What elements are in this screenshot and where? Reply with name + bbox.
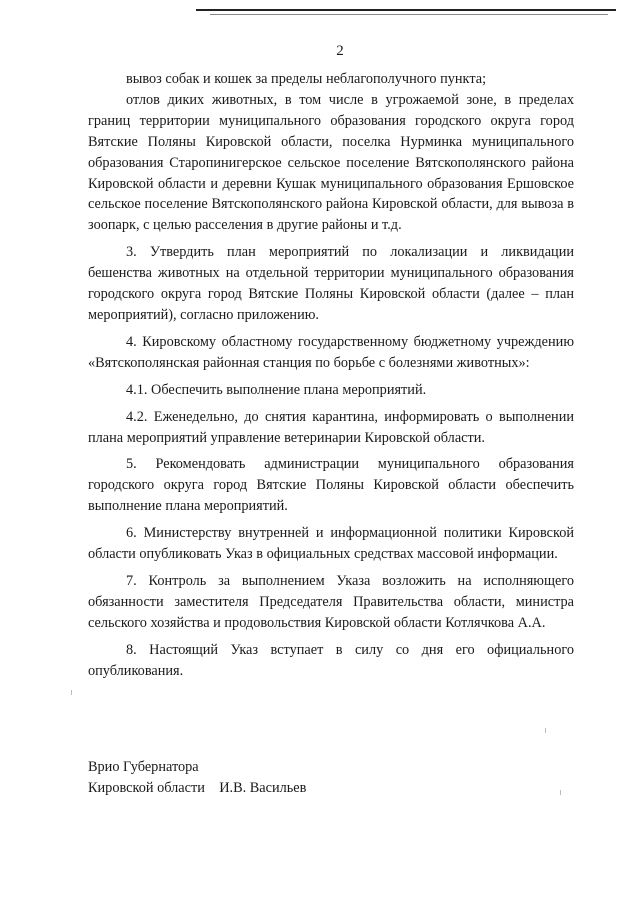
- signature-block: [88, 757, 306, 799]
- scan-speck: [545, 728, 546, 733]
- paragraph-item-4-2: 4.2. Еженедельно, до снятия карантина, информировать о выполнении плана мероприятий управление ветеринарии Кировской области.: [88, 408, 574, 446]
- header-rule: [196, 9, 616, 11]
- signature-position-line2: [88, 778, 306, 799]
- paragraph-item-4: 4. Кировскому областному государственному бюджетному учреждению «Вятскополянская районная станция по борьбе с болезнями животных»:: [88, 333, 574, 371]
- paragraph-dogs-cats: вывоз собак и кошек за пределы неблагополучного пункта;: [126, 71, 487, 87]
- paragraph-item-3: 3. Утвердить план мероприятий по локализации и ликвидации бешенства животных на отдельной территории муниципального образования городского округа город Вятские Поляны Кировской области (далее – план мероприятий), согласно приложению.: [88, 244, 574, 323]
- signature-position-line1: Врио Губернатора: [88, 759, 199, 775]
- paragraph-item-7: 7. Контроль за выполнением Указа возложить на исполняющего обязанности заместителя Председателя Правительства области, министра сельского хозяйства и продовольствия Кировской области Котлячкова А.А.: [88, 572, 574, 631]
- paragraph-item-6: 6. Министерству внутренней и информационной политики Кировской области опубликовать Указ в официальных средствах массовой информации.: [88, 525, 574, 563]
- signature-region: Кировской области: [88, 780, 205, 796]
- paragraph-item-8: 8. Настоящий Указ вступает в силу со дня его официального опубликования.: [88, 641, 574, 679]
- header-rule-shadow: [210, 14, 608, 15]
- scan-speck: [560, 790, 561, 795]
- signature-name: И.В. Васильев: [219, 780, 307, 796]
- scan-speck: [71, 690, 72, 695]
- page-number: 2: [336, 43, 344, 59]
- paragraph-wild-animals: отлов диких животных, в том числе в угрожаемой зоне, в пределах границ территории муниципального образования городского округа город Вятские Поляны Кировской области, поселка Нурминка муниципального образования Старопинигерское сельское поселение Вятскополянского района Кировской области и деревни Кушак муниципального образования Ершовское сельское поселение Вятскополянского района Кировской области, для вывоза в зоопарк, с целью расселения в другие районы и т.д.: [88, 91, 574, 234]
- paragraph-item-4-1: 4.1. Обеспечить выполнение плана мероприятий.: [126, 381, 427, 398]
- paragraph-item-5: 5. Рекомендовать администрации муниципального образования городского округа город Вятские Поляны Кировской области обеспечить выполнение плана мероприятий.: [88, 456, 574, 515]
- document-body: [88, 69, 574, 681]
